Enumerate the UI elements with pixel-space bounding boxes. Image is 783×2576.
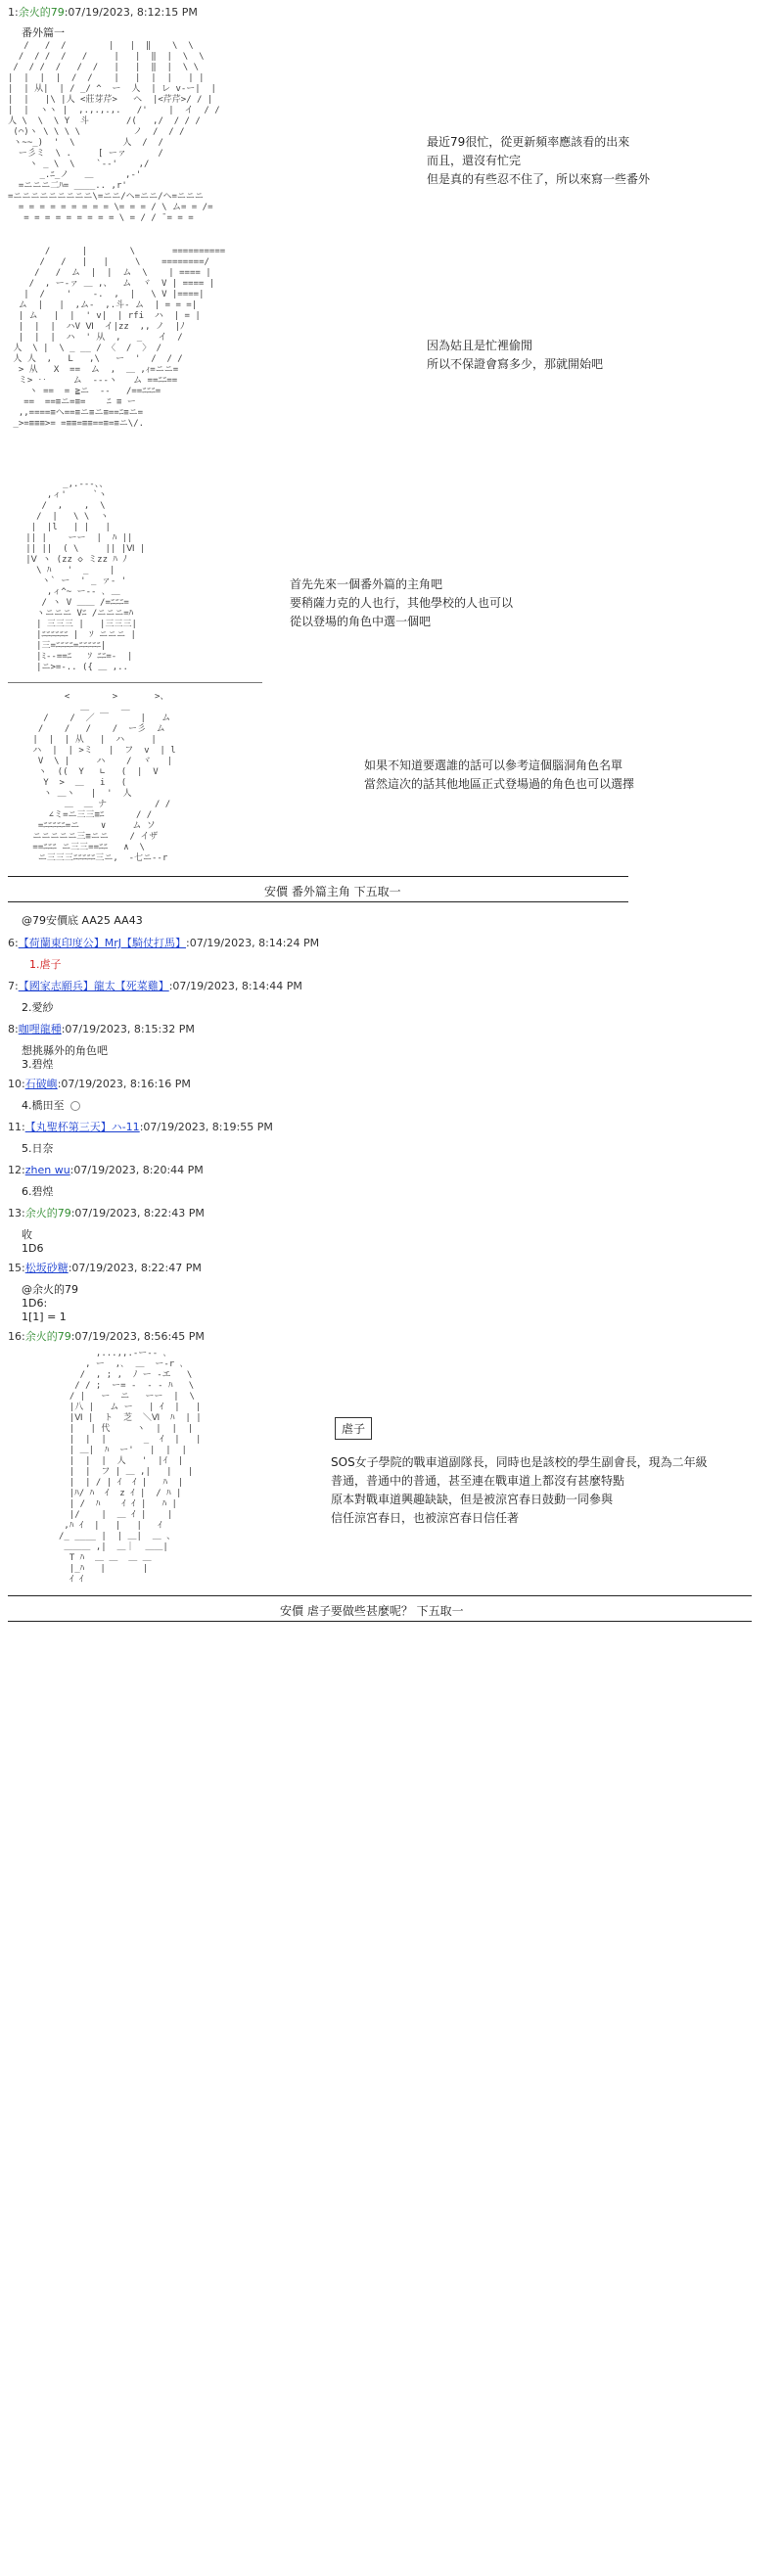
caption-5: SOS女子學院的戰車道副隊長，同時也是該校的學生副會長，現為二年級 普通，普通中的普通，甚至連在戰車道上都沒有甚麼特點 原本對戰車道興趣缺缺，但是被涼宮春日鼓動一同參與 信任涼宮春日，也被涼宮春日信任著: [331, 1455, 708, 1525]
reply-body: 收 1D6: [22, 1228, 44, 1255]
ascii-art-2: / | \ ========== / / | | \ ========/ / / ム | | ム \ | ==== | / , ー‐ァ ＿ ,、 ム ヾ V | ==== | | / ' ‐. , | \ V |====| ム | | ,ム‐ ,.斗‐ ム | = = =| | ム | | ' v| | rfi ハ | = | | | | ハV Ⅵ イ|zz ,, ノ |ﾉ | | | ハ ' 从 , _ イ / 人 \ | \ _ __ / 〈 / 〉 / 人 人 , L ,\ ー ' / / / > 从 X == ム , ＿ ,ｨ=ニニ= ミ> ‥ ム ‐‐‐ヽ ム ==ﾆﾆ== ヽ == = ≧ニ ‐‐ /==ﾆﾆﾆ= == ==≡ニ=≡= ﾆ ≡ ー ,,====≡ヘ==≡ニ≡ニ≡==ﾆ≡ニ= _>=≡≡≡>= =≡≡=≡≡==≡=≡ニ\/.: [13, 247, 226, 429]
reply-body: 1.虐子: [29, 958, 62, 971]
reply-header: 8:咖哩龍種:07/19/2023, 8:15:32 PM: [8, 1023, 195, 1035]
poster-name[interactable]: 石破嶼: [24, 1078, 58, 1090]
section-label-2: 安價 虐子要做些甚麼呢？ 下五取一: [280, 1604, 464, 1618]
caption-3: 首先先來一個番外篇的主角吧 要稍薩力克的人也行，其他學校的人也可以 從以登場的角色中選一個吧: [290, 577, 514, 628]
ascii-art-4: < > >、 ＿ ＿ / / ／ ￣ | ム / / / / ー彡 ム | | | 从 | ハ | ハ | | >ミ | フ v | l V \ | ハ / ヾ | ヽ (( Y ∟ ( | V Y > ＿ i ( ヽ ＿ヽ | ' 人 ＿ ＿ ナ / / ∠ミ=ニ三三≡ﾆ / / =ﾆﾆﾆﾆﾆ=ニ ∨ ム ソ ニニニニニ三≡ニニ / イザ ==ﾆﾆﾆ ニ三三==ﾆﾆ ∧ \ ニ三三三ﾆﾆﾆﾆﾆ三ニ, ‐七ニ--r: [32, 692, 176, 863]
reply-body: 想挑縣外的角色吧 3.碧煌: [22, 1044, 108, 1071]
divider: [8, 1595, 752, 1596]
post-number: 1: [8, 6, 15, 19]
reply-header: 11:【丸聖杯第三天】ハ-11:07/19/2023, 8:19:55 PM: [8, 1121, 273, 1133]
poster-name[interactable]: 咖哩龍種: [18, 1023, 62, 1035]
ascii-art-5: ,...,,.‐ー‐- ､ , ー ,､ ＿ ー-r ､ / , ; , ﾉ ー ‐エ \ / / ; ー= ‐ ‐ ‐ ﾊ \ / | ー ニ ーー | \ |八 | ム ー | ｲ | | |Ⅵ | ト 芝 ＼Ⅵ ﾊ | | | | 代 ヽ | | | | | | _ ｲ | | | ＿| ﾊ ー' | | | | | | 人 ' |ｲ | | | フ | ＿ ,| | | | | / | ｲ ｲ | ﾊ | |ﾊ/ ﾊ ｲ z ｲ | / ﾊ | | / ﾊ ｲ ｲ | ﾊ | |/ | ＿ ｲ | | ,ﾊ ｲ | | | ｲ /_ ____ | | ＿| ＿ 、 ＿＿＿ ,| ＿｜ ＿＿| T ﾊ ＿ ＿ ＿ ＿ |_ﾊ | | ｲ ｲ: [59, 1349, 202, 1585]
reply-body: @余火的79 1D6: 1[1] = 1: [22, 1283, 78, 1323]
divider: [8, 682, 262, 683]
poster-name[interactable]: 松坂砂糖: [24, 1262, 69, 1274]
page-title: 番外篇一: [22, 26, 65, 39]
reply-header: 16:余火的79:07/19/2023, 8:56:45 PM: [8, 1330, 205, 1343]
poster-name[interactable]: 【丸聖杯第三天】ハ-11: [24, 1121, 140, 1133]
reply-body: 6.碧煌: [22, 1185, 54, 1198]
reply-body: 4.橋田至: [22, 1099, 80, 1113]
reply-header: 13:余火的79:07/19/2023, 8:22:43 PM: [8, 1207, 205, 1219]
smile-icon: [70, 1101, 80, 1111]
poster-name[interactable]: 余火的79: [24, 1330, 71, 1343]
reply-header: 12:zhen wu:07/19/2023, 8:20:44 PM: [8, 1164, 204, 1176]
poster-name[interactable]: zhen wu: [24, 1164, 70, 1176]
divider: [8, 901, 628, 902]
poster-name[interactable]: 余火的79: [24, 1207, 71, 1219]
caption-1: 最近79很忙，從更新頻率應該看的出來 而且，還沒有忙完 但是真的有些忍不住了，所以來寫一些番外: [427, 135, 651, 186]
reply-header: 6:【荷蘭東印度公】MrJ【騎仗打馬】:07/19/2023, 8:14:24 PM: [8, 937, 320, 949]
reply-header: 15:松坂砂糖:07/19/2023, 8:22:47 PM: [8, 1262, 202, 1274]
divider: [8, 1621, 752, 1622]
poster-name[interactable]: 【國家志願兵】龍太【死菜雞】: [18, 980, 169, 992]
character-name-box: 虐子: [335, 1417, 372, 1440]
poster-name[interactable]: 【荷蘭東印度公】MrJ【騎仗打馬】: [18, 937, 186, 949]
anchor-line: @79安價底 AA25 AA43: [22, 914, 143, 927]
divider: [8, 876, 628, 877]
reply-header: 10:石破嶼:07/19/2023, 8:16:16 PM: [8, 1078, 191, 1090]
op-post-header: 1:余火的79:07/19/2023, 8:12:15 PM: [8, 6, 198, 19]
caption-2: 因為姑且是忙裡偷閒 所以不保證會寫多少，那就開始吧: [427, 339, 604, 371]
poster-name[interactable]: 余火的79: [18, 6, 65, 19]
ascii-art-1: / / / | | ‖ \ \ / / / / / | | ‖ | \ \ / / / / / / | | ‖ | \ \ | | | | / / | | | | | | | | 从| | / _/ ^ ー 人 | レ v-ー| | | | |\ |人 <莊芽芹> ヘ |<芹芹>/ / | | | ヽヽ | ,.,.,.,. /' | イ / / 人 \ \ \ Y 斗 /( ,/ / / / (⌒)ヽ \ \ \ \ ノ / / / ヽ~~_) ' \ 人 / / ー彡ミ \ . [ ーァ / ヽ _ \ \ `--' ,/ _.ﾆ_ノ ＿ ,-' =ニニニ二ﾊ= ____.. ,r' =ニニニニニニニニニ\=ニニ/ヘ=ニニ/ヘ=ニニニ = = = = = = = = = \= = = / \ ム= = /= = = = = = = = = = \ = / / ̄ = = =: [8, 41, 220, 223]
reply-body: 5.日奈: [22, 1142, 54, 1155]
reply-header: 7:【國家志願兵】龍太【死菜雞】:07/19/2023, 8:14:44 PM: [8, 980, 302, 992]
ascii-art-3: _,.---、、 ,ィ' `ヽ / , , \ / | \ \ ヽ | |l | | | || | ーー | ﾊ || || || ( \ || |Ⅵ | |Ⅴ ヽ (zz ◇ ミzz ﾊ ﾉ \ ﾊ ' _ | ヽ` ー ' _ ァ‐ ' ,ィ^~ ー‐- ､ ＿ / ヽ V ＿＿ /=ﾆﾆﾆ= ヽニニニ Vﾆ /ニニニ=ﾊ | 三三三 | |三三三| |ﾆﾆﾆﾆﾆﾆ | ｿ ニニニ | |三=ﾆﾆﾆﾆ=ﾆﾆﾆﾆﾆ| |ﾐ‐‐==ﾆ ｿ ﾆﾆ=‐ | |ニ>=-.. ({ ＿ ,..: [25, 480, 146, 672]
post-time: :07/19/2023, 8:12:15 PM: [64, 6, 198, 19]
section-label-1: 安價 番外篇主角 下五取一: [264, 885, 401, 898]
reply-body: 2.愛紗: [22, 1001, 54, 1014]
caption-4: 如果不知道要選誰的話可以參考這個腦洞角色名單 當然這次的話其他地區正式登場過的角色也可以選擇: [364, 759, 635, 791]
